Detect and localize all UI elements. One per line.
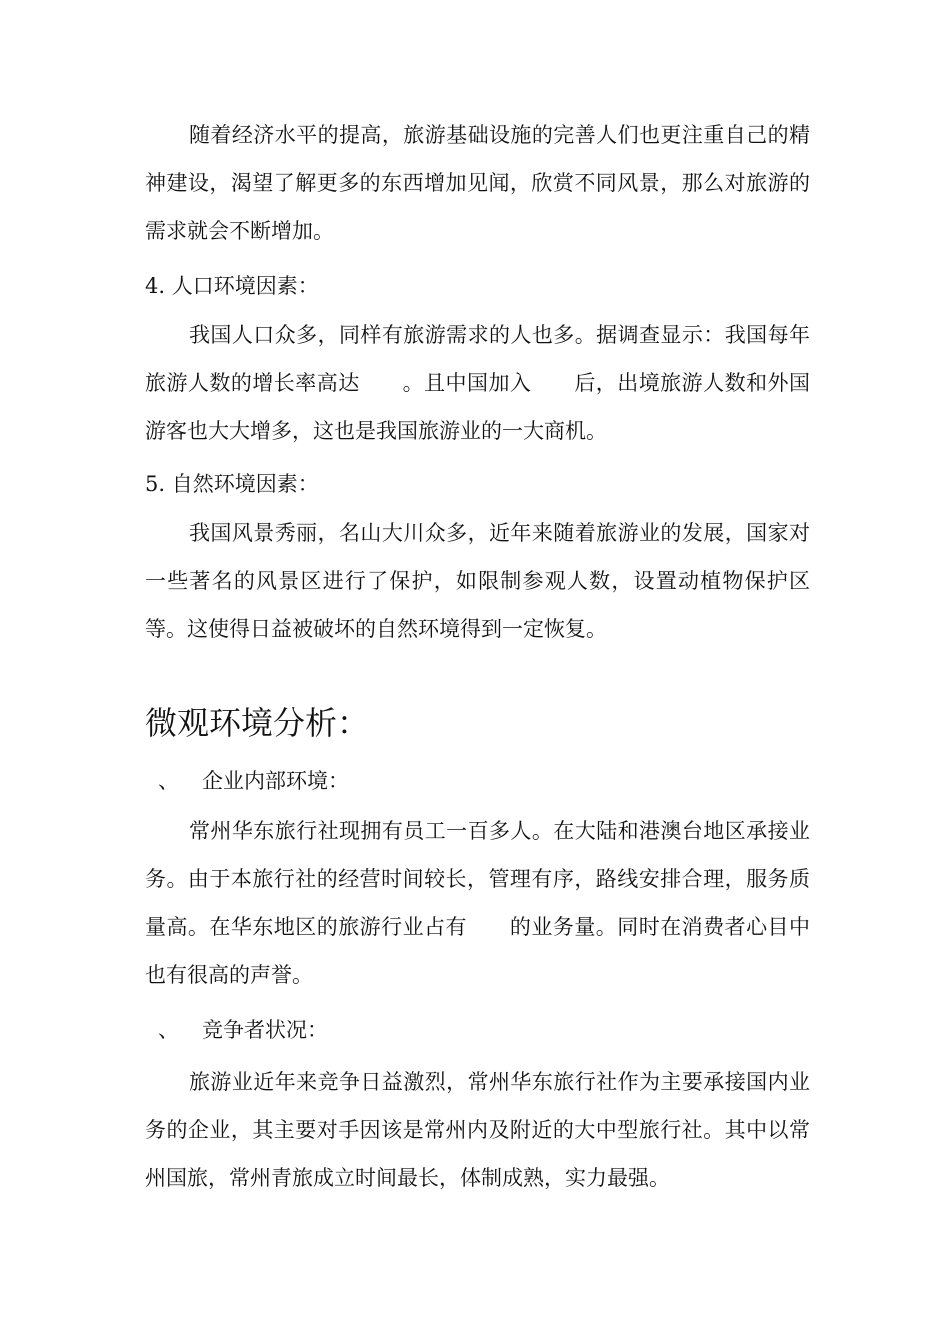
subheading-text: 企业内部环境： [202,769,349,793]
heading-micro-environment: 微观环境分析： [145,704,370,742]
list-mark: 、 [158,769,179,793]
paragraph-natural-environment: 我国风景秀丽，名山大川众多，近年来随着旅游业的发展，国家对一些著名的风景区进行了保护，如限制参观人数，设置动植物保护区等。这使得日益被破坏的自然环境得到一定恢复。 [145,521,810,641]
subheading-competitors [158,1015,328,1045]
list-mark: 、 [158,1018,179,1042]
subheading-internal-environment [158,766,349,796]
paragraph-company-internal: 常州华东旅行社现拥有员工一百多人。在大陆和港澳台地区承接业务。由于本旅行社的经营时间较长，管理有序，路线安排合理，服务质量高。在华东地区的旅游行业占有 的业务量。同时在消费者心目中也有很高的声誉。 [145,819,810,987]
paragraph-tourism-demand: 随着经济水平的提高，旅游基础设施的完善人们也更注重自己的精神建设，渴望了解更多的东西增加见闻，欣赏不同风景，那么对旅游的需求就会不断增加。 [145,123,810,243]
paragraph-competitors: 旅游业近年来竞争日益激烈，常州华东旅行社作为主要承接国内业务的企业，其主要对手因该是常州内及附近的大中型旅行社。其中以常州国旅，常州青旅成立时间最长，体制成熟，实力最强。 [145,1070,810,1190]
paragraph-population: 我国人口众多，同样有旅游需求的人也多。据调查显示：我国每年旅游人数的增长率高达 。且中国加入 后，出境旅游人数和外国游客也大大增多，这也是我国旅游业的一大商机。 [145,323,810,443]
heading-natural-factors: 5. 自然环境因素： [145,472,319,496]
subheading-text: 竞争者状况： [202,1018,328,1042]
heading-population-factors: 4. 人口环境因素： [145,274,319,298]
